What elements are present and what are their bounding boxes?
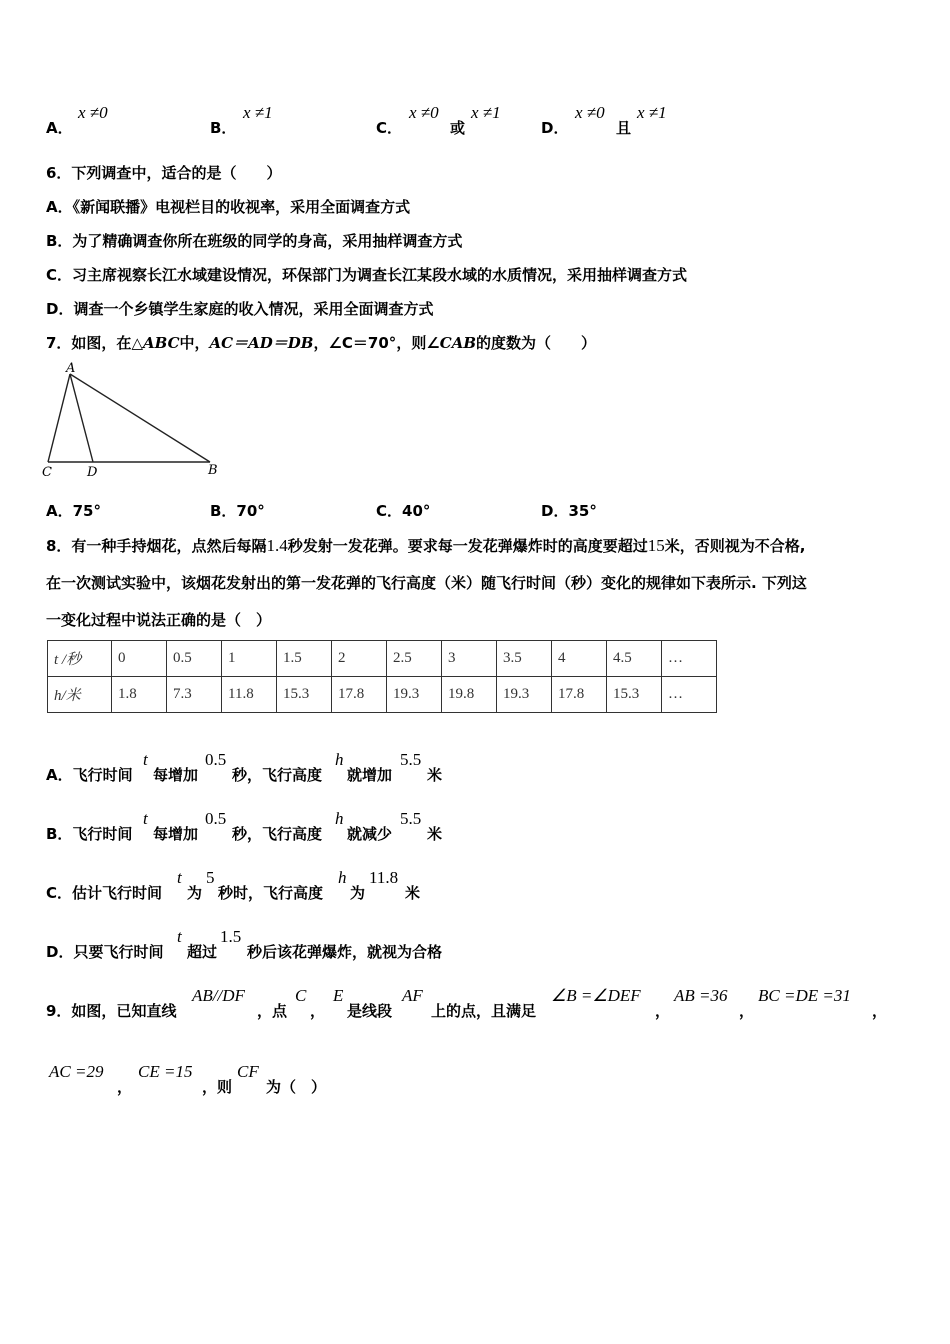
q8-b-h: h [335,809,344,828]
q7-option-d: D．35° [541,502,597,520]
table-cell: 2 [332,641,387,677]
q6-option-c: C．习主席视察长江水域建设情况，环保部门为调查长江某段水域的水质情况，采用抽样调查方式 [46,266,688,284]
q8-b-text5: 米 [427,825,443,843]
q5-option-c-expr2: x ≠1 [471,103,501,122]
table-cell: 3 [442,641,497,677]
q7-stem-angle: ，∠C＝70° [313,334,397,352]
q8-b-text1: B．飞行时间 [46,825,133,843]
q8-data-table [47,640,717,713]
q9-text-j: ，则 [202,1078,233,1096]
q9-math-ab-parallel-df: AB//DF [192,986,245,1005]
q7-stem-cab: CAB [439,334,477,352]
q8-b-text4: 就减少 [347,825,393,843]
table-cell: 1.5 [277,641,332,677]
q8-b-text2: 每增加 [153,825,199,843]
segment-ac [48,374,70,462]
q8-c-text5: 米 [405,884,421,902]
q9-text-i: ， [117,1078,133,1096]
q7-option-c: C．40° [376,502,431,520]
q9-text-g: ， [739,1002,755,1020]
q7-stem-suffix: ，则∠ [396,334,440,352]
q7-stem-abc: ABC [142,334,180,352]
q8-a-n1: 0.5 [205,750,227,769]
table-cell: 2.5 [387,641,442,677]
q8-d-text3: 秒后该花弹爆炸，就视为合格 [247,943,443,961]
q8-b-n1: 0.5 [205,809,227,828]
q9-math-e: E [333,986,344,1005]
q8-c-n2: 11.8 [369,868,399,887]
label-a: A [66,361,76,376]
q9-math-bc-de-31: BC =DE =31 [758,986,851,1005]
q8-stem-line1 [46,535,805,556]
table-cell: 15.3 [277,677,332,713]
table-cell: … [662,677,717,713]
q7-stem-prefix: 7．如图，在△ [46,334,143,352]
q5-option-c-conj: 或 [450,119,466,137]
q8-c-n1: 5 [206,868,215,887]
label-c: C [42,465,52,480]
q8-d-t: t [177,927,182,946]
q8-c-text4: 为 [350,884,366,902]
q9-text-e: 上的点，且满足 [431,1002,537,1020]
q6-option-b: B．为了精确调查你所在班级的同学的身高，采用抽样调查方式 [46,232,463,250]
table-cell: 11.8 [222,677,277,713]
table-row-height [48,677,717,713]
q7-triangle-figure [38,360,228,485]
q9-math-angle-eq: ∠B =∠DEF [551,986,641,1005]
table-cell: 19.8 [442,677,497,713]
table-cell: 19.3 [387,677,442,713]
q8-d-text1: D．只要飞行时间 [46,943,164,961]
table-head-t: t /秒 [48,641,112,677]
table-cell: 0.5 [167,641,222,677]
q8-a-h: h [335,750,344,769]
table-cell: 4 [552,641,607,677]
table-cell: 15.3 [607,677,662,713]
q8-b-n2: 5.5 [400,809,422,828]
table-cell: 4.5 [607,641,662,677]
q8-c-text2: 为 [187,884,203,902]
q9-text-f: ， [655,1002,671,1020]
q9-text-b: ，点 [257,1002,288,1020]
q7-stem [46,332,596,353]
q8-line1-n2: 15 [647,536,665,555]
q5-option-d-label: D． [541,119,569,137]
table-head-h: h/米 [48,677,112,713]
q5-option-a-expr: x ≠0 [78,103,108,122]
q9-math-ac-29: AC =29 [49,1062,104,1081]
q9-text-k: 为（ ） [266,1078,327,1096]
q8-a-text4: 就增加 [347,766,393,784]
table-cell: 17.8 [332,677,387,713]
q9-math-af: AF [402,986,423,1005]
q5-option-d-expr: x ≠0 [575,103,605,122]
q9-math-c: C [295,986,307,1005]
q5-option-c-label: C． [376,119,403,137]
q8-line1-c: 米，否则视为不合格, [664,537,806,555]
q8-a-text1: A．飞行时间 [46,766,133,784]
q7-option-a: A．75° [46,502,101,520]
q7-stem-end: 的度数为（ ） [476,334,597,352]
q8-a-text5: 米 [427,766,443,784]
label-d: D [87,465,98,480]
table-cell: 7.3 [167,677,222,713]
segment-ab [70,374,210,462]
q8-b-t: t [143,809,148,828]
q8-d-n1: 1.5 [220,927,242,946]
q9-text-a: 9．如图，已知直线 [46,1002,177,1020]
q9-text-c: ， [310,1002,326,1020]
table-cell: 17.8 [552,677,607,713]
q8-a-text3: 秒，飞行高度 [232,766,323,784]
q9-math-ce-15: CE =15 [138,1062,193,1081]
q5-option-c-expr: x ≠0 [409,103,439,122]
table-row-time [48,641,717,677]
q8-a-text2: 每增加 [153,766,199,784]
q8-a-n2: 5.5 [400,750,422,769]
table-cell: 1.8 [112,677,167,713]
q8-stem-line2: 在一次测试实验中，该烟花发射出的第一发花弹的飞行高度（米）随飞行时间（秒）变化的规律如下表所示. 下列这 [46,574,807,592]
q6-option-a: A．《新闻联播》电视栏目的收视率，采用全面调查方式 [46,198,411,216]
q8-b-text3: 秒，飞行高度 [232,825,323,843]
q8-a-t: t [143,750,148,769]
q8-line1-n1: 1.4 [266,536,288,555]
q8-c-t: t [177,868,182,887]
table-cell: 0 [112,641,167,677]
q8-c-text1: C．估计飞行时间 [46,884,163,902]
q9-text-h: ， [872,1002,888,1020]
q9-text-d: 是线段 [347,1002,393,1020]
q8-c-text3: 秒时，飞行高度 [218,884,324,902]
segment-ad [70,374,93,462]
q6-option-d: D．调查一个乡镇学生家庭的收入情况，采用全面调查方式 [46,300,434,318]
q8-line1-a: 8．有一种手持烟花，点然后每隔 [46,537,267,555]
q6-stem: 6．下列调查中，适合的是（ ） [46,164,282,182]
table-cell: 1 [222,641,277,677]
table-cell: 19.3 [497,677,552,713]
q8-c-h: h [338,868,347,887]
table-cell: 3.5 [497,641,552,677]
q7-stem-mid: 中， [179,334,210,352]
table-cell: … [662,641,717,677]
q5-option-d-conj: 且 [616,119,632,137]
q7-stem-eq: AC＝AD＝DB [209,334,314,352]
q5-option-b-label: B． [210,119,237,137]
q5-option-a-label: A． [46,119,73,137]
q5-option-d-expr2: x ≠1 [637,103,667,122]
q9-math-cf: CF [237,1062,259,1081]
q5-option-b-expr: x ≠1 [243,103,273,122]
q7-option-b: B．70° [210,502,265,520]
q9-math-ab-36: AB =36 [674,986,728,1005]
q8-d-text2: 超过 [187,943,218,961]
label-b: B [208,463,218,478]
q8-line1-b: 秒发射一发花弹。要求每一发花弹爆炸时的高度要超过 [287,537,648,555]
q8-stem-line3: 一变化过程中说法正确的是（ ） [46,611,272,629]
